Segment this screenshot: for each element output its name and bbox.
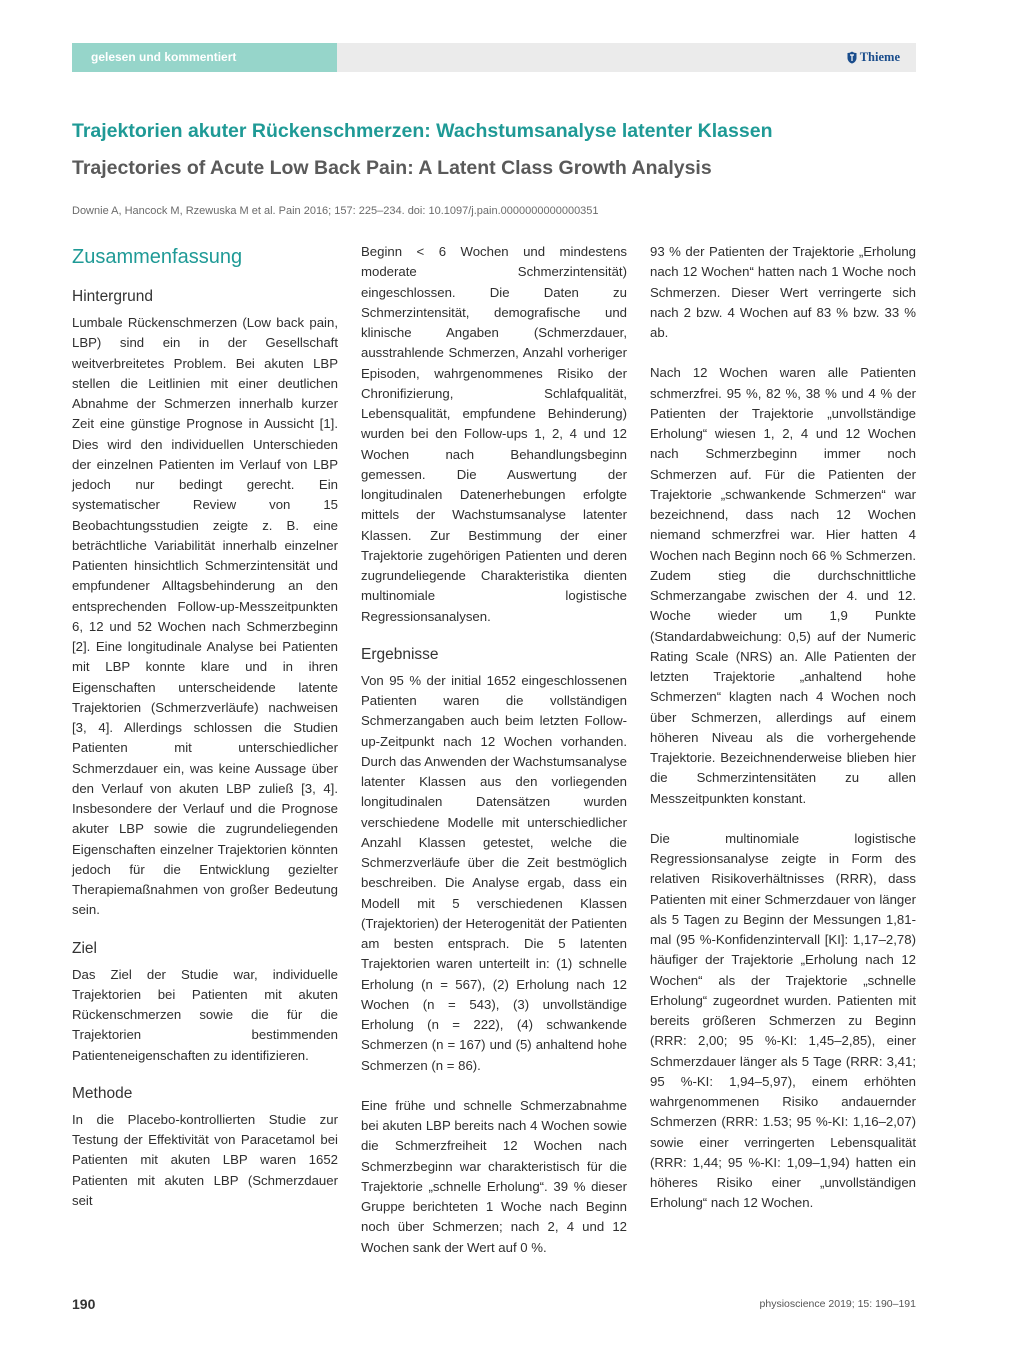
page-number: 190	[72, 1296, 96, 1312]
publisher-brand[interactable]	[847, 43, 900, 72]
ergebnisse-paragraph-2: Eine frühe und schnelle Schmerzabnahme bei akuten LBP bereits nach 4 Wochen sowie die Schmerzfreiheit 12 Wochen nach Schmerzbeginn war charakteristisch für die Trajektorie „schnelle Erholung“. 39 % dieser Gruppe berichteten 1 Woche nach Beginn noch über Schmerzen; nach 2, 4 und 12 Wochen sank der Wert auf 0 %.	[361, 1097, 627, 1255]
ziel-heading: Ziel	[72, 939, 97, 957]
column-1	[72, 242, 338, 1211]
article-title-english: Trajectories of Acute Low Back Pain: A Latent Class Growth Analysis	[72, 157, 712, 179]
ziel-text: Das Ziel der Studie war, individuelle Trajektorien bei Patienten mit akuten Rückenschmerzen sowie die für die Trajektorien bestimmenden Patienteneigenschaften zu identifizieren.	[72, 966, 338, 1063]
article-citation: Downie A, Hancock M, Rzewuska M et al. Pain 2016; 157: 225–234. doi: 10.1097/j.pain.0000000000000351	[72, 205, 599, 217]
section-ziel	[72, 939, 338, 1066]
article-title-german: Trajektorien akuter Rückenschmerzen: Wachstumsanalyse latenter Klassen	[72, 120, 773, 142]
section-ergebnisse	[361, 645, 627, 1258]
journal-reference: physioscience 2019; 15: 190–191	[759, 1298, 916, 1310]
section-hintergrund	[72, 287, 338, 921]
column-2	[361, 242, 627, 1258]
methode-text-continued: Beginn < 6 Wochen und mindestens moderate Schmerzintensität) eingeschlossen. Die Daten zu Schmerzintensität, demografische und klinische Angaben (Schmerzdauer, ausstrahlende Schmerzen, Anzahl vorheriger Episoden, wahrgenommenes Risiko der Chronifizierung, Schlafqualität, Lebensqualität, empfundene Behinderung) wurden bei den Follow-ups 1, 2, 4 und 12 Wochen nach Behandlungsbeginn gemessen. Die Auswertung der longitudinalen Datenerhebungen erfolgte mittels der Wachstumsanalyse latenter Klassen. Zur Bestimmung der einer Trajektorie zugehörigen Patienten und deren zugrundeliegende Charakteristika dienten multinomiale logistische Regressionsanalysen.	[361, 244, 627, 624]
thieme-logo-icon	[847, 51, 857, 64]
header-bar	[72, 43, 916, 72]
methode-heading: Methode	[72, 1084, 133, 1102]
ergebnisse-paragraph-1: Von 95 % der initial 1652 eingeschlossenen Patienten waren die vollständigen Schmerzangaben auch beim letzten Follow-up-Zeitpunkt nach 12 Wochen vorhanden. Durch das Anwenden der Wachstumsanalyse latenter Klassen aus den vorliegenden longitudinalen Datensätzen wurden verschiedene Modelle mit unterschiedlicher Anzahl Klassen getestet, welche die Schmerzverläufe über die Zeit bestmöglich beschreiben. Die Analyse ergab, dass ein Modell mit 5 verschiedenen Klassen (Trajektorien) der Heterogenität der Patienten am besten entsprach. Die 5 latenten Trajektorien waren unterteilt in: (1) schnelle Erholung (n = 567), (2) Erholung nach 12 Wochen (n = 543), (3) unvollständige Erholung (n = 222), (4) schwankende Schmerzen (n = 167) und (5) anhaltend hohe Schmerzen (n = 86).	[361, 672, 627, 1073]
methode-text: In die Placebo-kontrollierten Studie zur Testung der Effektivität von Paracetamol bei Patienten mit akuten LBP waren 1652 Patienten mit akuten LBP (Schmerzdauer seit	[72, 1111, 338, 1208]
ergebnisse-paragraph-3: 93 % der Patienten der Trajektorie „Erholung nach 12 Wochen“ hatten nach 1 Woche noch Schmerzen. Dieser Wert verringerte sich nach 2 bzw. 4 Wochen auf 83 % bzw. 33 % ab.	[650, 244, 916, 340]
ergebnisse-paragraph-4: Nach 12 Wochen waren alle Patienten schmerzfrei. 95 %, 82 %, 38 % und 4 % der Patienten der Trajektorie „unvollständige Erholung“ wiesen 1, 2, 4 und 12 Wochen nach Schmerzbeginn immer noch Schmerzen auf. Für die Patienten der Trajektorie „schwankende Schmerzen“ war bezeichnend, dass nach 12 Wochen niemand schmerzfrei war. Hier hatten 4 Wochen nach Beginn noch 66 % Schmerzen. Zudem stieg die durchschnittliche Schmerzangabe zwischen der 4. und 12. Woche wieder um 1,9 Punkte (Standardabweichung: 0,5) auf der Numeric Rating Scale (NRS) an. Alle Patienten der letzten Trajektorie „anhaltend hohe Schmerzen“ klagten nach 4 Wochen noch über Schmerzen, allerdings auf einem höheren Niveau als die vorhergehende Trajektorie. Bezeichnenderweise blieben hier die Schmerzintensitäten zu allen Messzeitpunkten konstant.	[650, 365, 916, 806]
brand-name: Thieme	[859, 50, 900, 64]
ergebnisse-paragraph-5: Die multinomiale logistische Regressionsanalyse zeigte in Form des relativen Risikoverhältnisses (RRR), dass Patienten mit einer Schmerzdauer von länger als 5 Tagen zu Beginn der Messungen 1,81-mal (95 %-Konfidenzintervall [KI]: 1,17–2,78) häufiger der Trajektorie „Erholung nach 12 Wochen“ als der Trajektorie „schnelle Erholung“ zugeordnet wurden. Patienten mit bereits größeren Schmerzen zu Beginn (RRR: 2,00; 95 %-KI: 1,45–2,85), einer Schmerzdauer länger als 5 Tage (RRR: 3,41; 95 %-KI: 1,94–5,97), einem erhöhten wahrgenommenen Risiko andauernder Schmerzen (RRR: 1.53; 95 %-KI: 1,16–2,07) sowie einer verringerten Lebensqualität (RRR: 1,44; 95 %-KI: 1,09–1,94) hatten ein höheres Risiko einer „unvollständigen Erholung“ nach 12 Wochen.	[650, 830, 916, 1211]
section-tag: gelesen und kommentiert	[72, 43, 337, 72]
hintergrund-text: Lumbale Rückenschmerzen (Low back pain, LBP) sind ein in der Gesellschaft weitverbreitetes Problem. Bei akuten LBP stellen die Leitlinien mit einer deutlichen Abnahme der Schmerzen innerhalb kurzer Zeit eine günstige Prognose in Aussicht [1]. Dies wird den individuellen Unterschieden der einzelnen Patienten im Verlauf von LBP jedoch nur bedingt gerecht. Ein systematischer Review von 15 Beobachtungsstudien zeigte z. B. eine beträchtliche Variabilität innerhalb einzelner Patienten hinsichtlich Schmerzintensität und empfundener Alltagsbehinderung an den entsprechenden Follow-up-Messzeitpunkten 6, 12 und 52 Wochen nach Schmerzbeginn [2]. Eine longitudinale Analyse bei Patienten mit LBP konnte klare und in ihren Eigenschaften unterscheidende latente Trajektorien (Schmerzverläufe) nachweisen [3, 4]. Allerdings schlossen die Studien Patienten mit unterschiedlicher Schmerzdauer ein, was keine Aussage über den Verlauf von akuten LBP zuließ [3, 4]. Insbesondere der Verlauf und die Prognose akuter LBP sowie die zugrundeliegenden Eigenschaften einzelner Trajektorien könnten jedoch für die Entwicklung gezielter Therapiemaßnahmen von großer Bedeutung sein.	[72, 315, 338, 918]
summary-heading: Zusammenfassung	[72, 246, 243, 268]
section-methode	[72, 1084, 338, 1211]
ergebnisse-heading: Ergebnisse	[361, 645, 439, 663]
column-3	[650, 242, 916, 1214]
hintergrund-heading: Hintergrund	[72, 288, 153, 305]
